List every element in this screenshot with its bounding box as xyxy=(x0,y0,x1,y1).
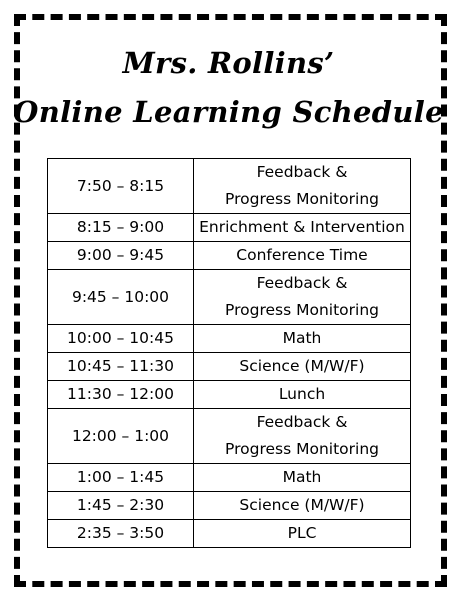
table-row xyxy=(48,270,411,325)
activity-cell xyxy=(194,214,411,242)
activity-text: Progress Monitoring xyxy=(225,301,379,319)
activity-cell xyxy=(194,520,411,548)
time-cell: 10:00 – 10:45 xyxy=(48,325,194,353)
title-line-1: Mrs. Rollins’ xyxy=(122,46,335,80)
time-cell: 12:00 – 1:00 xyxy=(48,409,194,464)
activity-cell xyxy=(194,270,411,325)
activity-text: PLC xyxy=(287,524,317,542)
table-row xyxy=(48,214,411,242)
time-cell: 7:50 – 8:15 xyxy=(48,159,194,214)
activity-cell xyxy=(194,464,411,492)
table-row xyxy=(48,159,411,214)
activity-text: Progress Monitoring xyxy=(225,440,379,458)
time-cell: 9:45 – 10:00 xyxy=(48,270,194,325)
activity-text: Math xyxy=(282,468,322,486)
activity-text: Conference Time xyxy=(236,246,368,264)
activity-cell xyxy=(194,353,411,381)
time-cell: 10:45 – 11:30 xyxy=(48,353,194,381)
activity-cell xyxy=(194,492,411,520)
activity-text: Feedback & xyxy=(256,413,348,431)
activity-cell xyxy=(194,381,411,409)
table-row xyxy=(48,325,411,353)
time-cell: 9:00 – 9:45 xyxy=(48,242,194,270)
time-cell: 1:45 – 2:30 xyxy=(48,492,194,520)
table-row xyxy=(48,381,411,409)
activity-text: Progress Monitoring xyxy=(225,190,379,208)
activity-cell xyxy=(194,325,411,353)
table-row xyxy=(48,464,411,492)
activity-cell xyxy=(194,242,411,270)
time-cell: 2:35 – 3:50 xyxy=(48,520,194,548)
schedule-table xyxy=(47,158,411,548)
activity-cell xyxy=(194,159,411,214)
table-row xyxy=(48,520,411,548)
activity-text: Feedback & xyxy=(256,163,348,181)
activity-text: Enrichment & Intervention xyxy=(199,218,405,236)
activity-text: Science (M/W/F) xyxy=(239,357,365,375)
activity-text: Feedback & xyxy=(256,274,348,292)
table-row xyxy=(48,353,411,381)
table-row xyxy=(48,492,411,520)
activity-text: Math xyxy=(282,329,322,347)
schedule-table-body xyxy=(48,159,411,548)
time-cell: 11:30 – 12:00 xyxy=(48,381,194,409)
title-line-2: Online Learning Schedule xyxy=(13,95,444,129)
activity-text: Lunch xyxy=(278,385,326,403)
table-row xyxy=(48,409,411,464)
activity-cell xyxy=(194,409,411,464)
time-cell: 8:15 – 9:00 xyxy=(48,214,194,242)
activity-text: Science (M/W/F) xyxy=(239,496,365,514)
table-row xyxy=(48,242,411,270)
time-cell: 1:00 – 1:45 xyxy=(48,464,194,492)
